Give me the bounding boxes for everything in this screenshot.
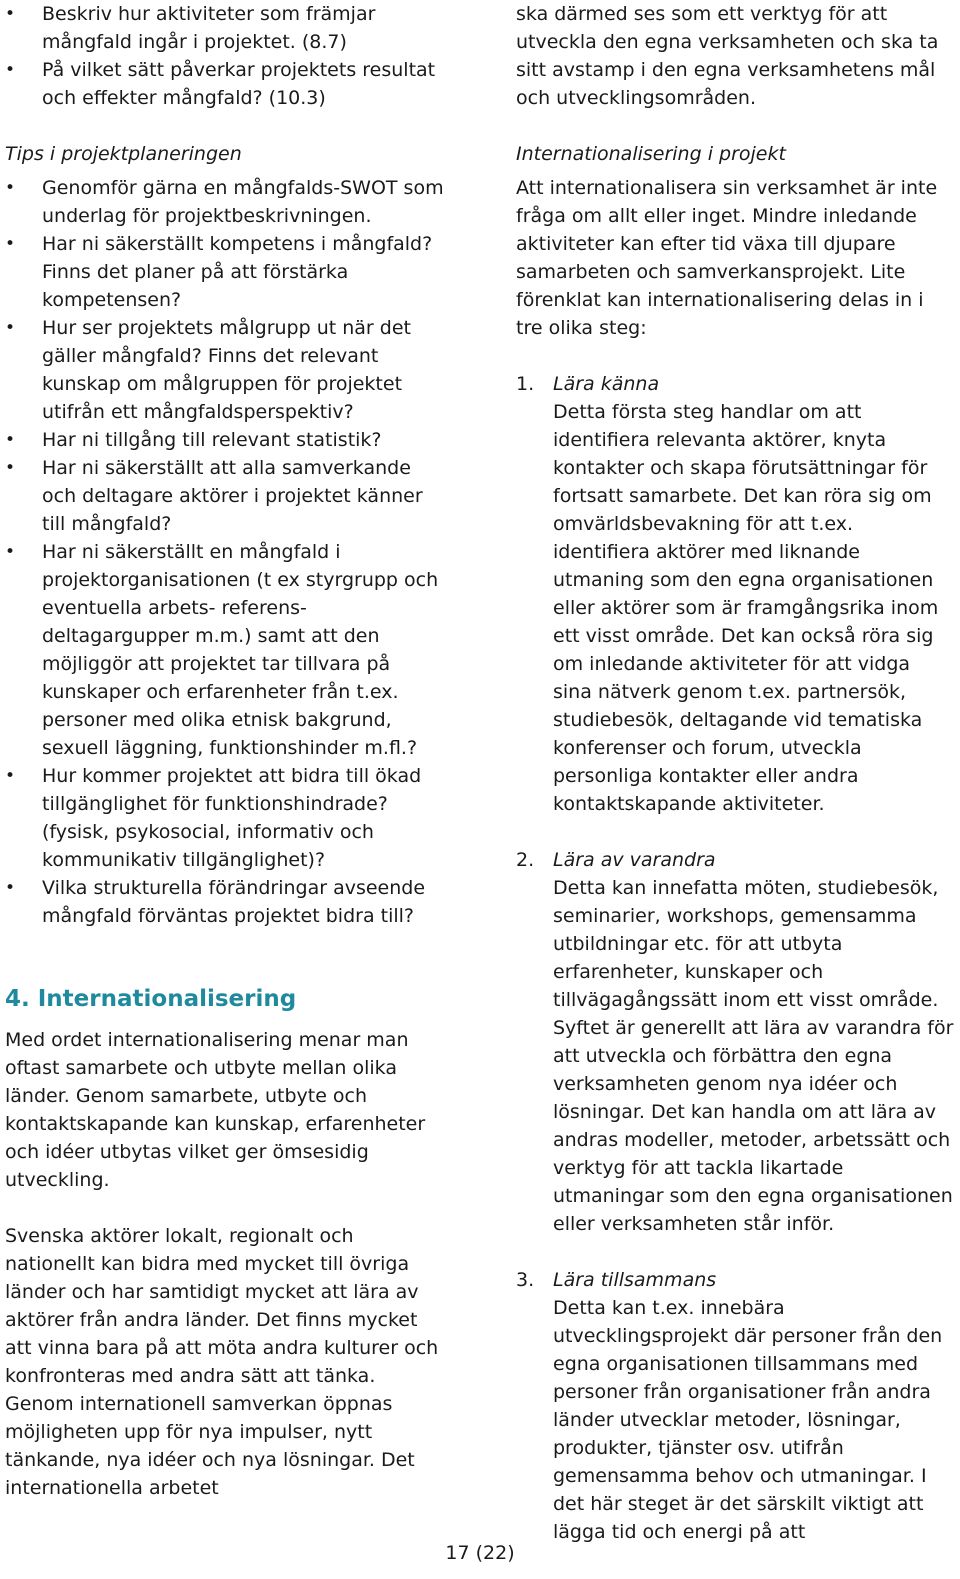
paragraph: Med ordet internationalisering menar man oftast samarbete och utbyte mellan olika länder. Genom samarbete, utbyte och kontaktskapande kan kunskap, erfarenheter och idéer utbytas vilket ger ömsesidig utveckling.	[5, 1029, 426, 1191]
list-item: • Har ni säkerställt en mångfald i projektorganisationen (t ex styrgrupp och eventuella arbets- referens- deltagargupper m.m.) samt att den möjliggör att projektet tar tillvara på kunskaper och erfarenheter från t.ex. personer med olika etnisk bakgrund, sexuell läggning, funktionshinder m.fl.?	[5, 538, 445, 762]
paragraph: Att internationalisera sin verksamhet är inte fråga om allt eller inget. Mindre inledande aktiviteter kan efter tid växa till djupare samarbeten och samverkansprojekt. Lite förenklat kan internationalisering delas in i tre olika steg:	[516, 177, 938, 339]
left-column	[5, 0, 445, 1502]
step-text: Detta första steg handlar om att identifiera relevanta aktörer, knyta kontakter och skapa förutsättningar för fortsatt samarbete. Det kan röra sig om omvärldsbevakning för att t.ex. identifiera aktörer med liknande utmaning som den egna organisationen eller aktörer som är framgångsrika inom ett visst område. Det kan också röra sig om inledande aktiviteter för att vidga sina nätverk genom t.ex. partnersök, studiebesök, deltagande vid tematiska konferenser och forum, utveckla personliga kontakter eller andra kontaktskapande aktiviteter.	[553, 401, 939, 815]
step-text: Detta kan t.ex. innebära utvecklingsprojekt där personer från den egna organisationen tillsammans med personer från organisationer från andra länder utvecklar metoder, lösningar, produkter, tjänster osv. utifrån gemensamma behov och utmaningar. I det här steget är det särskilt viktigt att lägga tid och energi på att	[553, 1297, 943, 1543]
paragraph: ska därmed ses som ett verktyg för att utveckla den egna verksamheten och ska ta sitt avstamp i den egna verksamhetens mål och utvecklingsområden.	[516, 3, 939, 109]
list-item: • Har ni säkerställt kompetens i mångfald? Finns det planer på att förstärka kompetensen?	[5, 230, 445, 314]
list-item: • Har ni säkerställt att alla samverkande och deltagare aktörer i projektet känner till mångfald?	[5, 454, 445, 538]
list-item	[516, 846, 954, 1238]
page-number: 17 (22)	[445, 1542, 515, 1564]
list-item: • Vilka strukturella förändringar avseende mångfald förväntas projektet bidra till?	[5, 874, 445, 930]
list-item: • Hur kommer projektet att bidra till ökad tillgänglighet för funktionshindrade? (fysisk, psykosocial, informativ och kommunikativ tillgänglighet)?	[5, 762, 445, 874]
list-item	[516, 1266, 954, 1546]
list-item: • Har ni tillgång till relevant statistik?	[5, 426, 445, 454]
intro-bullet-list	[5, 0, 445, 112]
step-title: Lära tillsammans	[553, 1269, 717, 1291]
list-item: • Genomför gärna en mångfalds-SWOT som underlag för projektbeskrivningen.	[5, 174, 445, 230]
step-number: 3.	[516, 1269, 535, 1291]
list-item: • Hur ser projektets målgrupp ut när det gäller mångfald? Finns det relevant kunskap om målgruppen för projektet utifrån ett mångfaldsperspektiv?	[5, 314, 445, 426]
list-item	[516, 370, 954, 818]
tips-bullet-list	[5, 174, 445, 930]
right-column	[516, 0, 954, 1546]
step-title: Lära känna	[553, 373, 660, 395]
list-item: • Beskriv hur aktiviteter som främjar mångfald ingår i projektet. (8.7)	[5, 0, 445, 56]
list-item: • På vilket sätt påverkar projektets resultat och effekter mångfald? (10.3)	[5, 56, 445, 112]
paragraph: Svenska aktörer lokalt, regionalt och nationellt kan bidra med mycket till övriga länder och har samtidigt mycket att lära av aktörer från andra länder. Det finns mycket att vinna bara på att möta andra kulturer och konfronteras med andra sätt att tänka. Genom internationell samverkan öppnas möjligheten upp för nya impulser, nytt tänkande, nya idéer och nya lösningar. Det internationella arbetet	[5, 1225, 439, 1499]
step-title: Lära av varandra	[553, 849, 716, 871]
step-text: Detta kan innefatta möten, studiebesök, seminarier, workshops, gemensamma utbildningar etc. för att utbyta erfarenheter, kunskaper och tillvägagångssätt inom ett visst område. Syftet är generellt att lära av varandra för att utveckla och förbättra den egna verksamheten genom nya idéer och lösningar. Det kan handla om att lära av andras modeller, metoder, arbetssätt och verktyg för att tackla likartade utmaningar som den egna organisationen eller verksamheten står inför.	[553, 877, 954, 1235]
tips-heading: Tips i projektplaneringen	[5, 143, 242, 165]
subheading: Internationalisering i projekt	[516, 143, 786, 165]
step-number: 2.	[516, 849, 535, 871]
section-heading: 4. Internationalisering	[5, 986, 297, 1012]
steps-list	[516, 370, 954, 1546]
step-number: 1.	[516, 373, 535, 395]
